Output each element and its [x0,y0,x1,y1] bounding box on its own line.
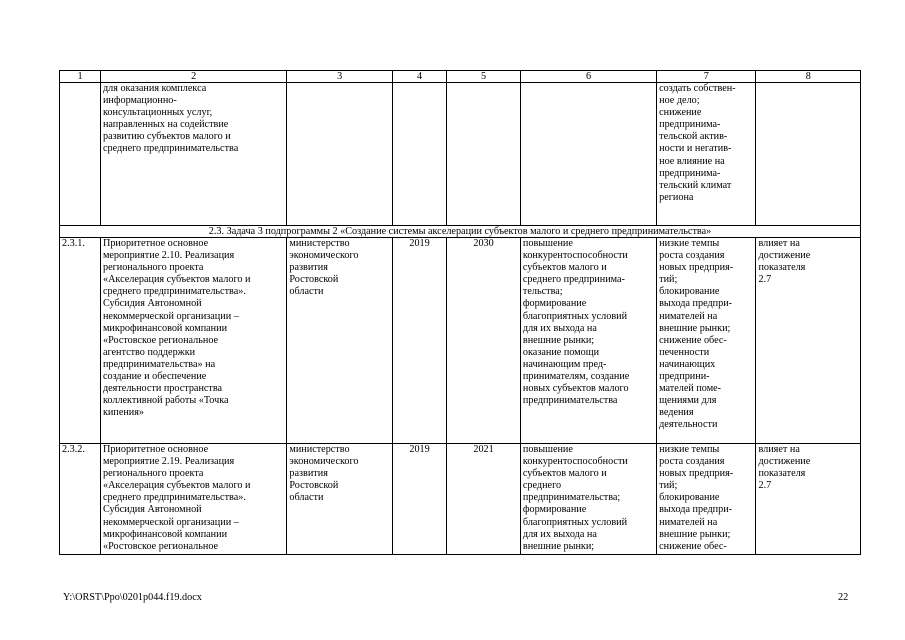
footer-file-path: Y:\ORST\Ppo\0201p044.f19.docx [63,592,202,603]
cell-start-year: 2019 [392,444,446,555]
cell-number: 2.3.2. [60,444,101,555]
cell-end-year: 2021 [447,444,521,555]
column-header: 1 [60,71,101,83]
cell-consequences: низкие темпы роста создания новых предприя- тий; блокирование выхода предпри- нимателей на внешние рынки; снижение обес- печенности начинающих предприни- мателей поме- щениями для ведения деятельности [657,238,756,444]
table-row [60,238,861,444]
column-header: 7 [657,71,756,83]
column-header: 6 [520,71,656,83]
cell-end-year [447,83,521,226]
cell-expected-result: повышение конкурентоспособности субъектов малого и среднего предпринимательства; формирование благоприятных условий для их выхода на внешние рынки; [520,444,656,555]
cell-expected-result [520,83,656,226]
cell-executor: министерство экономического развития Ростовской области [287,238,393,444]
column-header: 4 [392,71,446,83]
cell-consequences: низкие темпы роста создания новых предприя- тий; блокирование выхода предпри- нимателей на внешние рынки; снижение обес- [657,444,756,555]
footer-page-number: 22 [838,592,849,603]
cell-indicator-link [756,83,861,226]
cell-executor [287,83,393,226]
table-row [60,444,861,555]
cell-expected-result: повышение конкурентоспособности субъектов малого и среднего предпринима- тельства; формирование благоприятных условий для их выхода на внешние рынки; оказание помощи начинающим пред- принимателям, создание новых субъектов малого предпринимательства [520,238,656,444]
cell-consequences: создать собствен- ное дело; снижение предпринима- тельской актив- ности и негатив- ное влияние на предпринима- тельский климат региона [657,83,756,226]
cell-indicator-link: влияет на достижение показателя 2.7 [756,444,861,555]
cell-measure-name: для оказания комплекса информационно- консультационных услуг, направленных на содействие развитию субъектов малого и среднего предпринимательства [100,83,286,226]
table-row-continuation [60,83,861,226]
cell-measure-name: Приоритетное основное мероприятие 2.19. Реализация регионального проекта «Акселерация субъектов малого и среднего предпринимательства». Субсидия Автономной некоммерческой организации – микрофинансовой компании «Ростовское региональное [100,444,286,555]
column-header: 5 [447,71,521,83]
cell-end-year: 2030 [447,238,521,444]
column-header: 8 [756,71,861,83]
table-header-row [60,71,861,83]
cell-number [60,83,101,226]
cell-indicator-link: влияет на достижение показателя 2.7 [756,238,861,444]
column-header: 2 [100,71,286,83]
cell-number: 2.3.1. [60,238,101,444]
cell-start-year [392,83,446,226]
cell-executor: министерство экономического развития Ростовской области [287,444,393,555]
program-table [59,70,861,555]
task-heading: 2.3. Задача 3 подпрограммы 2 «Создание системы акселерации субъектов малого и среднего предпринимательства» [60,226,861,238]
cell-measure-name: Приоритетное основное мероприятие 2.10. Реализация регионального проекта «Акселерация субъектов малого и среднего предпринимательства». Субсидия Автономной некоммерческой организации – микрофинансовой компании «Ростовское региональное агентство поддержки предпринимательства» на создание и обеспечение деятельности пространства коллективной работы «Точка кипения» [100,238,286,444]
cell-start-year: 2019 [392,238,446,444]
task-heading-row [60,226,861,238]
column-header: 3 [287,71,393,83]
